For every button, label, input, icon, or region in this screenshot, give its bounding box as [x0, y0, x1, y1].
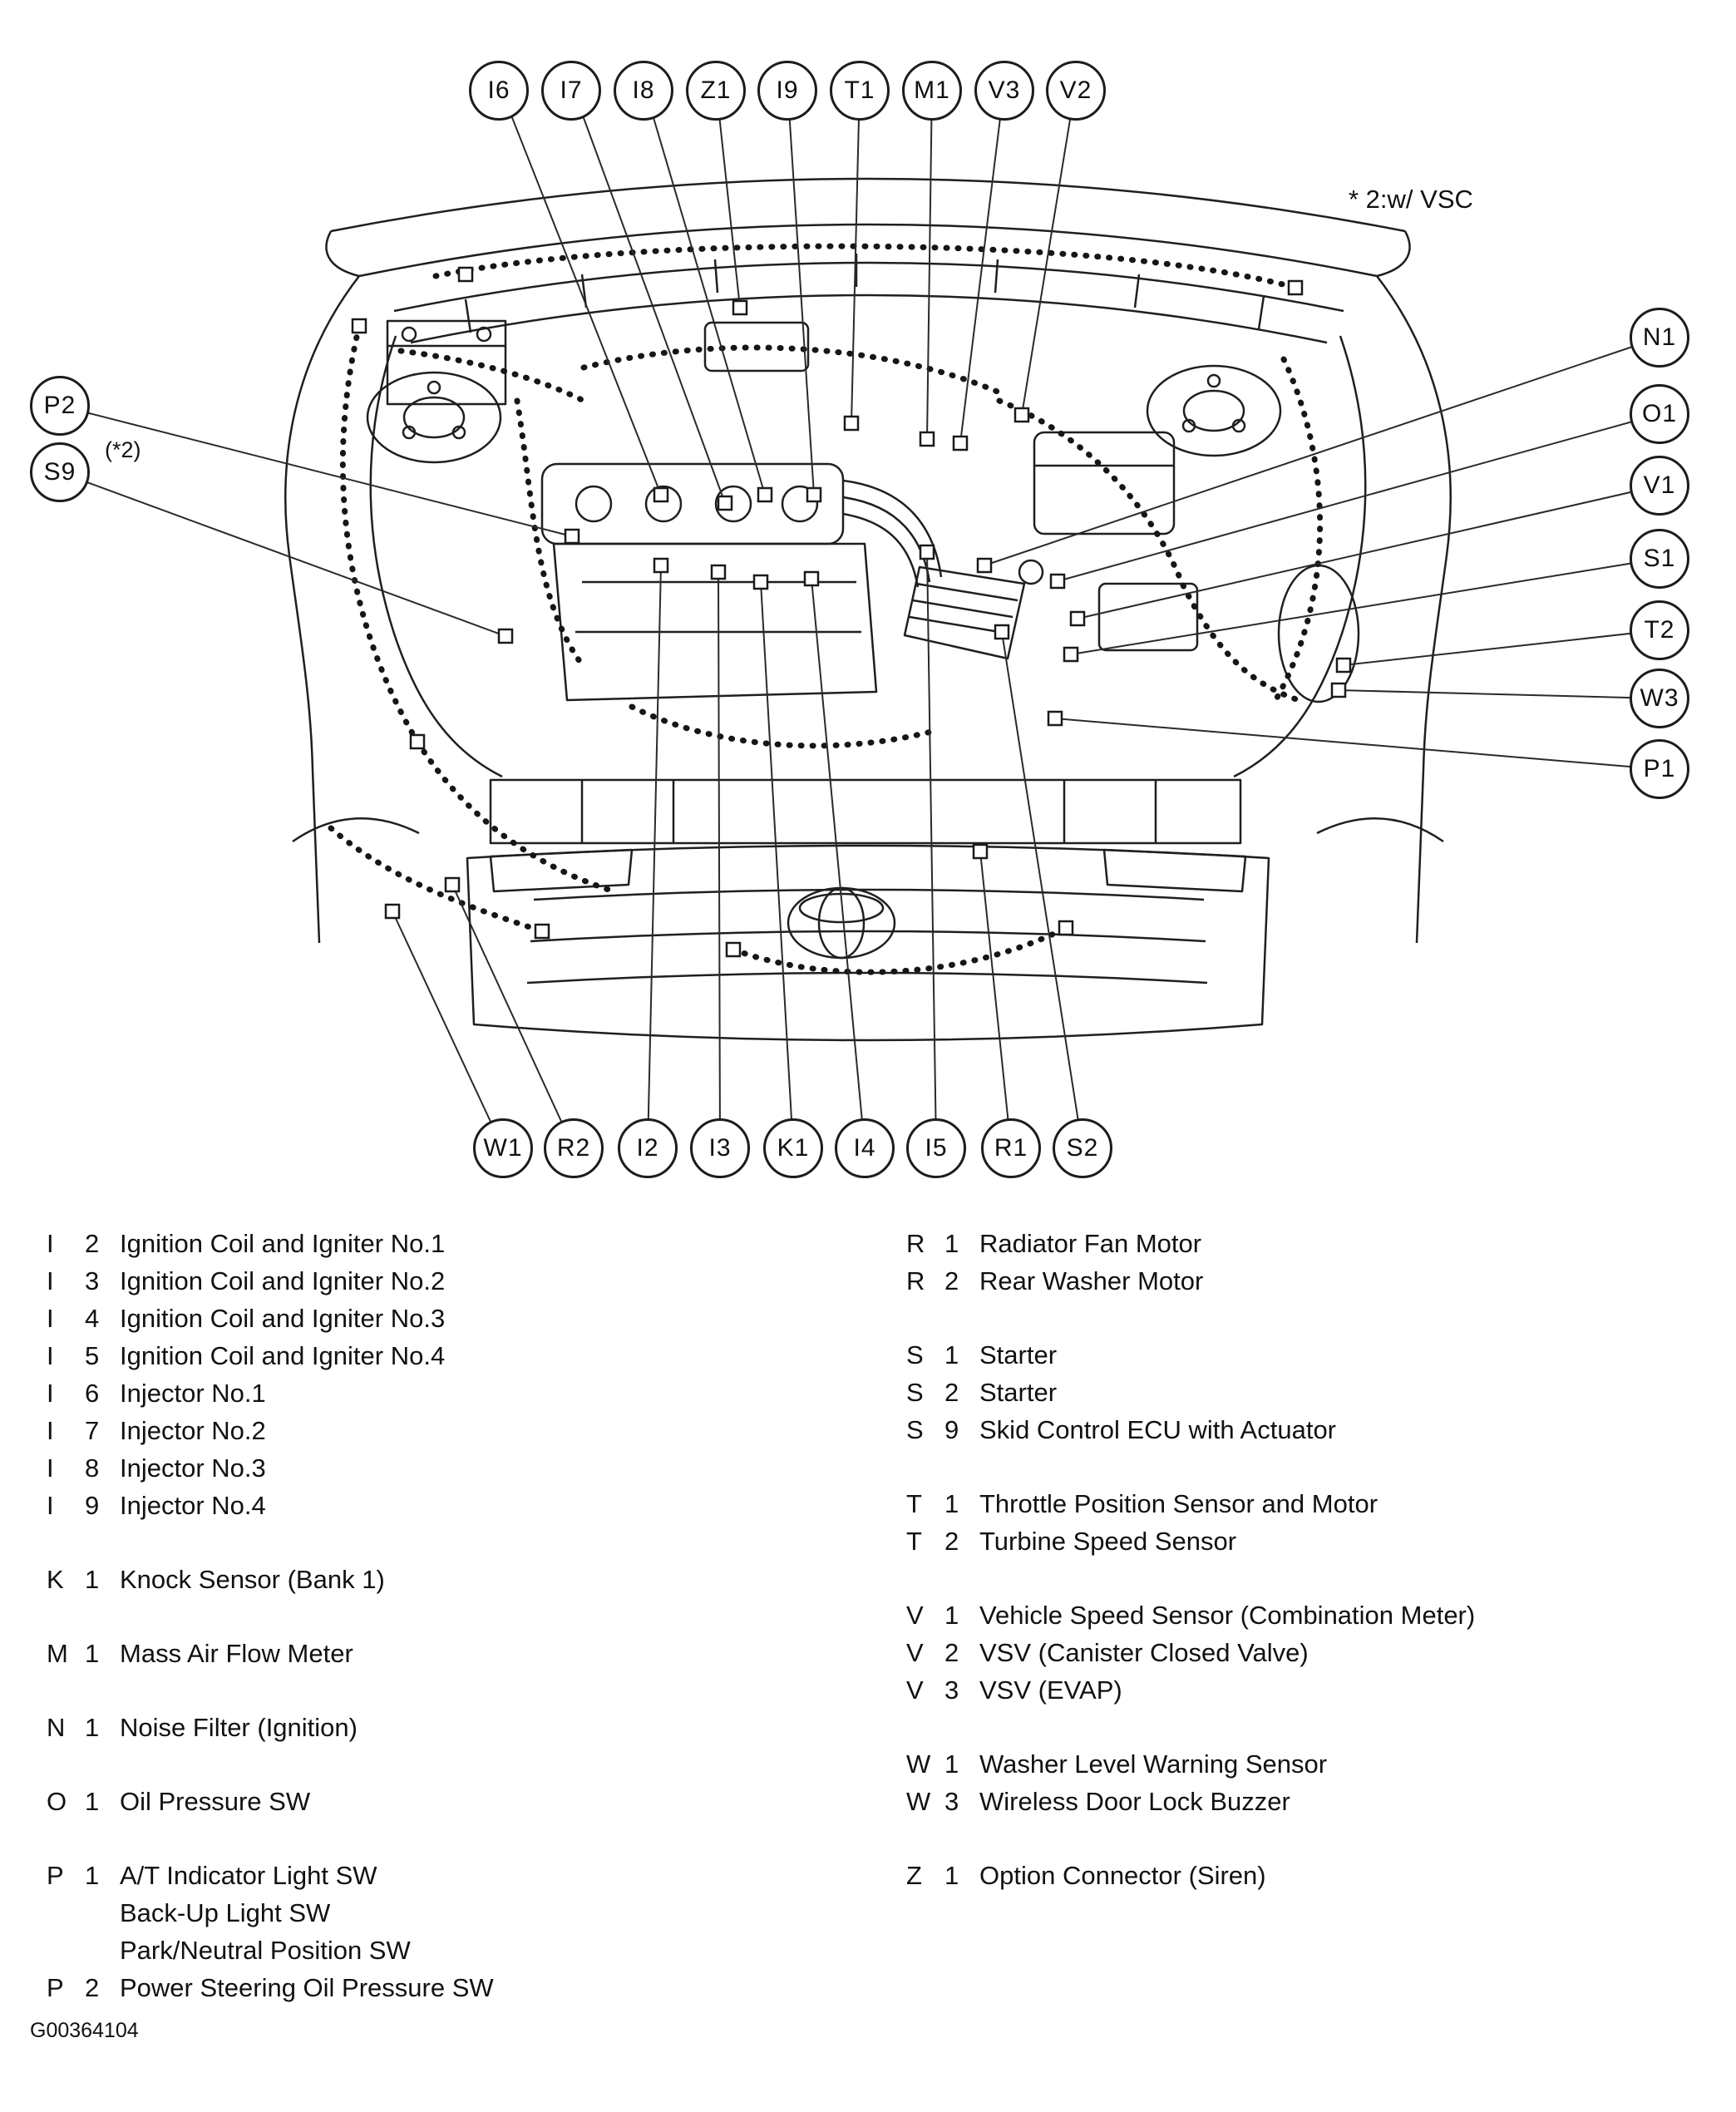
leader-t2: [1344, 630, 1660, 665]
callout-i2: [618, 1118, 678, 1178]
legend-item-t1: [906, 1489, 1704, 1527]
legend-description: Ignition Coil and Igniter No.2: [120, 1266, 446, 1295]
legend-code-letter: O: [47, 1787, 67, 1816]
legend-item-r1: [906, 1229, 1704, 1266]
legend-item-i9: [47, 1491, 878, 1528]
callout-k1: [763, 1118, 823, 1178]
legend-code-number: 7: [85, 1416, 100, 1445]
legend-code-letter: R: [906, 1266, 925, 1295]
legend-code-number: 2: [85, 1973, 100, 2002]
callout-p1: [1630, 739, 1689, 799]
legend-code-number: 4: [85, 1304, 100, 1333]
legend-description: Radiator Fan Motor: [979, 1229, 1202, 1258]
legend-item-i2: [47, 1229, 878, 1266]
legend-item-w1: [906, 1749, 1704, 1787]
legend-item-i8: [47, 1453, 878, 1491]
leader-m1: [927, 84, 932, 439]
legend-code-number: 3: [85, 1266, 100, 1295]
legend-description: Wireless Door Lock Buzzer: [979, 1787, 1290, 1816]
legend-code-letter: P: [47, 1861, 64, 1890]
callout-i8: [614, 61, 673, 121]
leader-i3: [718, 572, 720, 1148]
legend-code-number: 1: [85, 1639, 100, 1668]
callout-v1: [1630, 456, 1689, 516]
legend-column-left: [47, 1229, 878, 2011]
legend-code-number: 1: [85, 1565, 100, 1594]
callout-label: K1: [777, 1134, 810, 1162]
legend-description: Knock Sensor (Bank 1): [120, 1565, 385, 1594]
legend-item-s2: [906, 1378, 1704, 1415]
leader-i9: [787, 84, 814, 495]
callout-label: V1: [1643, 471, 1676, 499]
leader-r1: [980, 851, 1011, 1148]
legend-description: Mass Air Flow Meter: [120, 1639, 353, 1668]
legend-code-letter: M: [47, 1639, 68, 1668]
legend-description: VSV (Canister Closed Valve): [979, 1638, 1309, 1667]
legend-code-number: 2: [944, 1378, 959, 1407]
legend-code-number: 1: [85, 1713, 100, 1742]
legend-code-number: 1: [944, 1229, 959, 1258]
legend-code-number: 2: [944, 1638, 959, 1667]
legend-description: A/T Indicator Light SW: [120, 1861, 377, 1890]
legend-description: Power Steering Oil Pressure SW: [120, 1973, 494, 2002]
legend-description: Ignition Coil and Igniter No.4: [120, 1341, 446, 1370]
callout-label: I5: [925, 1134, 948, 1162]
leader-k1: [761, 582, 793, 1148]
legend-item-p1: [47, 1861, 878, 1898]
legend-description: Rear Washer Motor: [979, 1266, 1204, 1295]
legend-item-i7: [47, 1416, 878, 1453]
legend-item-i5: [47, 1341, 878, 1379]
leader-w3: [1339, 690, 1660, 698]
legend-item-p2: [47, 1973, 878, 2011]
callout-label: W1: [483, 1134, 523, 1162]
legend-description: Noise Filter (Ignition): [120, 1713, 358, 1742]
legend-item-p1-line3: [47, 1936, 878, 1973]
legend-code-letter: I: [47, 1379, 54, 1408]
leader-i2: [648, 565, 661, 1148]
legend-column-right: [906, 1229, 1704, 1898]
vehicle-outline: [285, 179, 1450, 1040]
legend-description: Skid Control ECU with Actuator: [979, 1415, 1337, 1444]
callout-label: I7: [560, 76, 583, 104]
legend-code-letter: S: [906, 1415, 924, 1444]
callout-label: S9: [43, 458, 76, 486]
legend-code-letter: T: [906, 1527, 922, 1556]
legend-item-i6: [47, 1379, 878, 1416]
leader-w1: [392, 911, 503, 1148]
legend-description: Injector No.1: [120, 1379, 266, 1408]
leader-i4: [811, 579, 865, 1148]
legend-description: Oil Pressure SW: [120, 1787, 311, 1816]
legend-description: Washer Level Warning Sensor: [979, 1749, 1328, 1779]
callout-i7: [541, 61, 601, 121]
wiring-harness-paths: [331, 246, 1320, 972]
callout-label: I3: [708, 1134, 732, 1162]
callout-label: M1: [914, 76, 950, 104]
legend-code-letter: V: [906, 1638, 924, 1667]
legend-code-letter: I: [47, 1453, 54, 1483]
callout-label: R2: [556, 1134, 591, 1162]
leader-t1: [851, 84, 860, 423]
callout-label: Z1: [700, 76, 732, 104]
legend-code-number: 1: [85, 1861, 100, 1890]
callout-label: T2: [1644, 616, 1675, 644]
legend-description: Turbine Speed Sensor: [979, 1527, 1237, 1556]
legend-item-p1-line2: [47, 1898, 878, 1936]
callout-i9: [757, 61, 817, 121]
legend-code-number: 1: [944, 1489, 959, 1518]
legend-code-letter: K: [47, 1565, 64, 1594]
legend-code-letter: I: [47, 1416, 54, 1445]
legend-item-v1: [906, 1601, 1704, 1638]
legend-item-v2: [906, 1638, 1704, 1675]
callout-label: V2: [1059, 76, 1092, 104]
callout-w3: [1630, 669, 1689, 728]
callout-label: P2: [43, 392, 76, 419]
callout-label: I2: [636, 1134, 659, 1162]
legend-code-letter: Z: [906, 1861, 922, 1890]
legend-description: Throttle Position Sensor and Motor: [979, 1489, 1378, 1518]
legend-code-letter: V: [906, 1675, 924, 1705]
callout-label: O1: [1641, 400, 1678, 427]
legend-item-i4: [47, 1304, 878, 1341]
legend-code-letter: T: [906, 1489, 922, 1518]
leader-i8: [644, 84, 765, 495]
legend-description: Injector No.3: [120, 1453, 266, 1483]
legend-code-letter: W: [906, 1787, 931, 1816]
legend-code-number: 2: [85, 1229, 100, 1258]
vsc-note: * 2:w/ VSC: [1349, 185, 1473, 214]
legend-code-number: 8: [85, 1453, 100, 1483]
callout-s9: [30, 442, 90, 502]
callout-i5: [906, 1118, 966, 1178]
legend-code-letter: S: [906, 1378, 924, 1407]
legend-item-k1: [47, 1565, 878, 1602]
legend-description: Injector No.2: [120, 1416, 266, 1445]
figure-id: G00364104: [30, 2019, 139, 2042]
legend-code-letter: S: [906, 1340, 924, 1369]
legend-code-number: 3: [944, 1787, 959, 1816]
legend-code-number: 1: [944, 1749, 959, 1779]
callout-i4: [835, 1118, 895, 1178]
legend-description: Vehicle Speed Sensor (Combination Meter): [979, 1601, 1476, 1630]
leader-s2: [1002, 632, 1083, 1148]
callout-label: P1: [1643, 755, 1676, 782]
legend-item-z1: [906, 1861, 1704, 1898]
legend-item-n1: [47, 1713, 878, 1750]
leader-i7: [571, 84, 725, 503]
callout-label: I9: [776, 76, 799, 104]
callout-label: S1: [1643, 545, 1676, 572]
legend-item-i3: [47, 1266, 878, 1304]
callout-s2: [1053, 1118, 1112, 1178]
legend-item-m1: [47, 1639, 878, 1676]
legend-description: Ignition Coil and Igniter No.3: [120, 1304, 446, 1333]
legend-code-number: 2: [944, 1527, 959, 1556]
legend-item-s1: [906, 1340, 1704, 1378]
callout-p2: [30, 376, 90, 436]
leader-p2: [60, 406, 572, 536]
leader-p1: [1055, 718, 1660, 769]
legend-code-number: 1: [85, 1787, 100, 1816]
legend-description: Park/Neutral Position SW: [120, 1936, 411, 1965]
callout-s1: [1630, 529, 1689, 589]
callout-label: I8: [632, 76, 655, 104]
callout-i3: [690, 1118, 750, 1178]
callout-w1: [473, 1118, 533, 1178]
legend-item-w3: [906, 1787, 1704, 1824]
legend-item-s9: [906, 1415, 1704, 1453]
legend-description: Option Connector (Siren): [979, 1861, 1266, 1890]
legend-code-letter: W: [906, 1749, 931, 1779]
callout-z1: [686, 61, 746, 121]
callout-o1: [1630, 384, 1689, 444]
legend-code-number: 3: [944, 1675, 959, 1705]
legend-code-letter: V: [906, 1601, 924, 1630]
legend-code-letter: R: [906, 1229, 925, 1258]
legend-code-letter: I: [47, 1266, 54, 1295]
callout-label: R1: [994, 1134, 1028, 1162]
legend-item-r2: [906, 1266, 1704, 1304]
legend-code-number: 9: [944, 1415, 959, 1444]
legend-description: Starter: [979, 1340, 1058, 1369]
leader-r2: [452, 885, 574, 1148]
legend-code-number: 6: [85, 1379, 100, 1408]
legend-description: Ignition Coil and Igniter No.1: [120, 1229, 446, 1258]
legend-item-o1: [47, 1787, 878, 1824]
legend-description: VSV (EVAP): [979, 1675, 1122, 1705]
legend-code-letter: I: [47, 1229, 54, 1258]
s9-vsc-annotation: (*2): [105, 437, 141, 462]
callout-label: V3: [988, 76, 1021, 104]
callout-v3: [974, 61, 1034, 121]
callout-label: S2: [1066, 1134, 1099, 1162]
legend-code-letter: P: [47, 1973, 64, 2002]
legend-code-number: 2: [944, 1266, 959, 1295]
legend-code-letter: I: [47, 1341, 54, 1370]
leader-s9: [60, 472, 506, 636]
legend-code-number: 9: [85, 1491, 100, 1520]
callout-label: I6: [487, 76, 510, 104]
callout-label: W3: [1640, 684, 1679, 712]
legend-description: Starter: [979, 1378, 1058, 1407]
legend-item-t2: [906, 1527, 1704, 1564]
legend-code-letter: I: [47, 1491, 54, 1520]
callout-label: I4: [853, 1134, 876, 1162]
leader-lines: [60, 84, 1660, 1148]
callout-label: N1: [1642, 323, 1677, 351]
callout-n1: [1630, 308, 1689, 368]
legend-description: Injector No.4: [120, 1491, 266, 1520]
legend-description: Back-Up Light SW: [120, 1898, 331, 1927]
callout-v2: [1046, 61, 1106, 121]
callout-i6: [469, 61, 529, 121]
callout-t2: [1630, 600, 1689, 660]
callout-m1: [902, 61, 962, 121]
callout-label: T1: [844, 76, 875, 104]
callout-r1: [981, 1118, 1041, 1178]
legend-code-number: 5: [85, 1341, 100, 1370]
legend-code-number: 1: [944, 1861, 959, 1890]
legend-code-letter: N: [47, 1713, 66, 1742]
callout-t1: [830, 61, 890, 121]
legend-code-number: 1: [944, 1601, 959, 1630]
legend-item-v3: [906, 1675, 1704, 1713]
legend-code-letter: I: [47, 1304, 54, 1333]
callout-r2: [544, 1118, 604, 1178]
legend-code-number: 1: [944, 1340, 959, 1369]
